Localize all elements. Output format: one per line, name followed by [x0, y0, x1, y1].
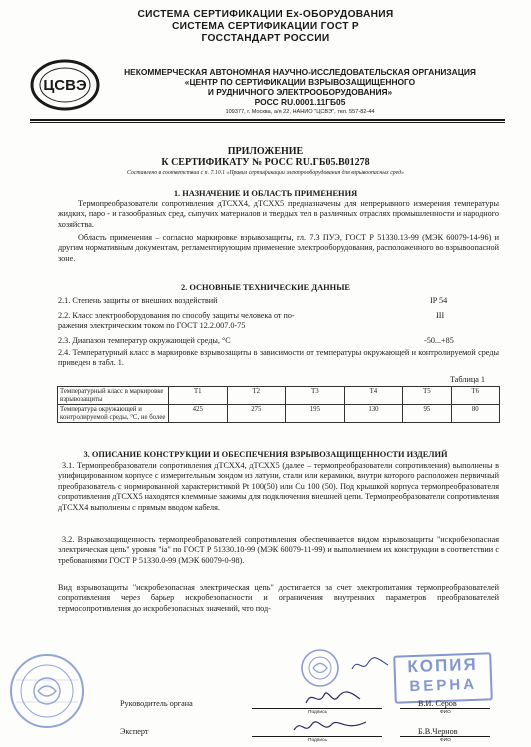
section2-heading: 2. ОСНОВНЫЕ ТЕХНИЧЕСКИЕ ДАННЫЕ [180, 283, 351, 292]
org-line-2: «ЦЕНТР ПО СЕРТИФИКАЦИИ ВЗРЫВОЗАЩИЩЕННОГО [184, 77, 416, 87]
table-cell: 425 [169, 405, 228, 423]
table-row [58, 387, 500, 405]
stamp-signature-icon [350, 655, 390, 675]
table-cell: T2 [227, 387, 286, 405]
section1-paragraph-2: Область применения – согласно маркировке взрывозащиты, гл. 7.3 ПУЭ, ГОСТ Р 51330.13-99 (МЭК 60079-14-96) и другим нормативным документам, регламентирующим применение электрооборудования, расположенного во взрывоопасной зоне. [58, 233, 499, 263]
header-line-1: СИСТЕМА СЕРТИФИКАЦИИ Ex-ОБОРУДОВАНИЯ [137, 9, 394, 20]
title-certificate-number: К СЕРТИФИКАТУ № РОСС RU.ГБ05.В01278 [161, 157, 370, 168]
expert-sign-caption: Подпись [308, 738, 327, 743]
table-row [58, 405, 500, 423]
header-line-2: СИСТЕМА СЕРТИФИКАЦИИ ГОСТ Р [172, 21, 359, 32]
spec-row-2-3-value: -50...+85 [424, 336, 454, 345]
org-address: 109377, г. Москва, а/я 22, НАНИО "ЦСВЭ", тел. 557-82-44 [225, 109, 375, 115]
title-note: Составлено в соответствии с п. 7.10.1 «Правил сертификации электрооборудования для взрывоопасных сред» [127, 170, 404, 176]
table-cell: T6 [451, 387, 499, 405]
stamp-line-1: КОПИЯ [407, 654, 478, 677]
expert-name-line [400, 736, 490, 737]
section1-paragraph-1: Термопреобразователи сопротивления дТСХХ4, дТСХХ5 предназначены для непрерывного измерения температуры жидких, паро - и газообразных сред, сыпучих материалов и твердых тел в различных отраслях промышленности и народного хозяйства. [58, 199, 499, 229]
head-name-line [400, 708, 490, 709]
expert-role-label: Эксперт [120, 727, 149, 736]
table1-caption: Таблица 1 [450, 375, 486, 384]
section3-heading: 3. ОПИСАНИЕ КОНСТРУКЦИИ И ОБЕСПЕЧЕНИЯ ВЗРЫВОЗАЩИЩЕННОСТИ ИЗДЕЛИЙ [83, 450, 448, 459]
stamp-line-2: ВЕРНА [409, 675, 478, 696]
table-cell: 95 [403, 405, 451, 423]
table-row-label: Температурный класс в маркировке взрывозащиты [58, 387, 169, 405]
expert-fio-caption: ФИО [440, 738, 451, 743]
expert-name: Б.В.Чернов [418, 727, 458, 736]
head-fio-caption: ФИО [440, 710, 451, 715]
table-cell: T1 [169, 387, 228, 405]
head-signature-icon [302, 685, 362, 709]
head-role-label: Руководитель органа [120, 699, 193, 708]
spec-row-2-1-value: IP 54 [430, 296, 448, 305]
table-row-label: Температура окружающей и контролируемой среды, °C, не более [58, 405, 169, 423]
table-cell: T3 [286, 387, 345, 405]
org-line-3: И РУДНИЧНОГО ЭЛЕКТРООБОРУДОВАНИЯ» [207, 87, 393, 97]
section2-paragraph-2-4: 2.4. Температурный класс в маркировке взрывозащиты в зависимости от температуры окружающей и контролируемой среды приведен в табл. 1. [58, 348, 499, 368]
table1 [57, 386, 500, 423]
section3-paragraph-3: Вид взрывозащиты "искробезопасная электрическая цепь" достигается за счет электропитания термопреобразователей сопротивления через барьер искробезопасности и ограничения внутренних параметров преобразователей термосопротивления до искробезопасных значений, что под- [58, 583, 499, 613]
section1-heading: 1. НАЗНАЧЕНИЕ И ОБЛАСТЬ ПРИМЕНЕНИЯ [173, 189, 358, 198]
table-cell: 80 [451, 405, 499, 423]
header-rule-thin [30, 122, 505, 123]
header-rule [30, 119, 505, 121]
table-cell: 130 [344, 405, 403, 423]
head-sign-caption: Подпись [308, 710, 327, 715]
header-line-3: ГОССТАНДАРТ РОССИИ [201, 33, 330, 44]
spec-row-2-2-value: III [436, 311, 445, 320]
org-line-1: НЕКОММЕРЧЕСКАЯ АВТОНОМНАЯ НАУЧНО-ИССЛЕДОВАТЕЛЬСКАЯ ОРГАНИЗАЦИЯ [124, 67, 476, 77]
organization-seal-icon [8, 650, 86, 732]
section3-paragraph-1: 3.1. Термопреобразователи сопротивления дТСХХ4, дТСХХ5 (далее – термопреобразователи сопротивления) выполнены в унифицированном корпусе с измерительным зондом из латуни, стали или керамики, внутри которого расположен первичный преобразователь с нормированной характеристикой Pt 100(50) или Cu 100 (50). Под крышкой корпуса термопреобразователя сопротивления дТСХХ5 находятся клеммные зажимы для подключения внешней цепи. Термопреобразователи сопротивления дТСХХ4 выполнены с прямым вводом кабеля. [58, 461, 499, 512]
table-cell: 275 [227, 405, 286, 423]
table-cell: T5 [403, 387, 451, 405]
table-cell: T4 [344, 387, 403, 405]
csve-logo [30, 58, 100, 112]
spec-row-2-1-label: 2.1. Степень защиты от внешних воздействий [58, 296, 218, 305]
head-name: В.И. Серов [418, 699, 457, 708]
section3-paragraph-2: 3.2. Взрывозащищенность термопреобразователей сопротивления обеспечивается видом взрывозащиты "искробезопасная электрическая цепь" уровня "ia" по ГОСТ Р 51330.10-99 (МЭК 60079-11-99) и выполнением их конструкции в соответствии с требованиями ГОСТ Р 51330.0-99 (МЭК 60079-0-98). [58, 535, 499, 565]
spec-row-2-2-label: 2.2. Класс электрооборудования по способу защиты человека от по- [58, 311, 295, 320]
rst-seal-icon [300, 648, 340, 688]
logo-text: ЦСВЭ [43, 77, 87, 94]
copy-verified-stamp [393, 652, 493, 703]
table-cell: 195 [286, 405, 345, 423]
expert-signature-icon [290, 714, 370, 738]
spec-row-2-2-cont: ражения электрическим током по ГОСТ 12.2.007.0-75 [58, 321, 246, 330]
org-line-4: РОСС RU.0001.11ГБ05 [254, 97, 346, 107]
spec-row-2-3-label: 2.3. Диапазон температур окружающей среды, °C [58, 336, 231, 345]
title-appendix: ПРИЛОЖЕНИЕ [227, 146, 304, 157]
